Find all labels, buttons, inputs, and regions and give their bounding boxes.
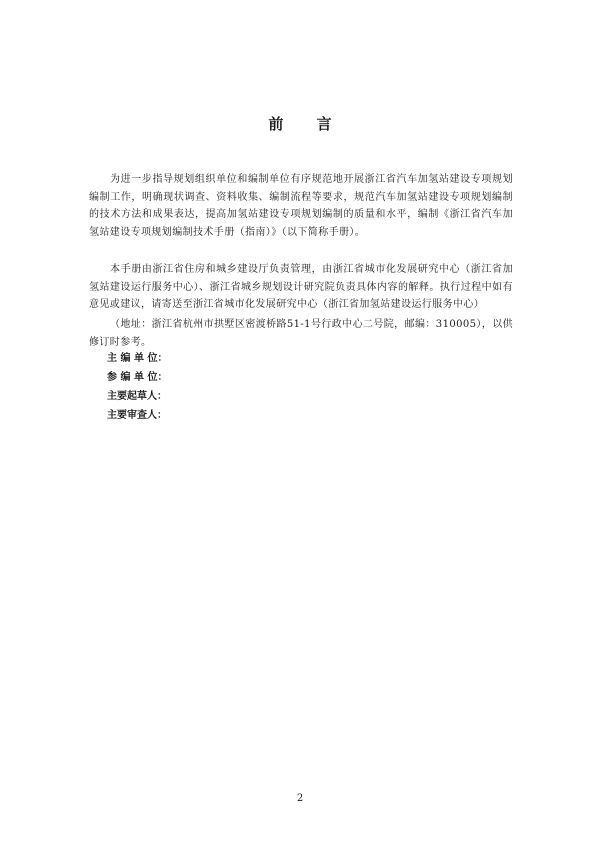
role-label: 参 编 单 位： [107,372,168,383]
role-label: 主 编 单 位： [107,353,168,364]
role-label: 主要起草人： [107,391,167,402]
role-main-reviewer [107,406,231,425]
paragraph-text: 为进一步指导规划组织单位和编制单位有序规范地开展浙江省汽车加氢站建设专项规划编制工作，明确现状调查、资料收集、编制流程等要求，规范汽车加氢站建设专项规划编制的技术方法和成果表达，提高加氢站建设专项规划编制的质量和水平，编制《浙江省汽车加氢站建设专项规划编制技术手册（指南）》（以下简称手册）。 [89,174,513,238]
preface-paragraph-1 [89,171,513,241]
page-title: 前 言 [268,115,346,133]
paragraph-text: 本手册由浙江省住房和城乡建设厅负责管理，由浙江省城市化发展研究中心（浙江省加氢站建设运行服务中心）、浙江省城乡规划设计研究院负责具体内容的解释。执行过程中如有意见或建议，请寄送至浙江省城市化发展研究中心（浙江省加氢站建设运行服务中心） [89,264,513,311]
role-participating-unit [107,368,231,387]
role-main-drafter [107,387,231,406]
preface-paragraph-3 [89,316,513,351]
roles-list [107,349,231,425]
role-chief-editor-unit [107,349,231,368]
preface-paragraph-2 [89,261,513,314]
paragraph-text: （地址：浙江省杭州市拱墅区密渡桥路51-1号行政中心二号院，邮编：310005），以供修订时参考。 [89,319,513,348]
role-label: 主要审查人： [107,410,167,421]
page-number: 2 [296,793,304,804]
